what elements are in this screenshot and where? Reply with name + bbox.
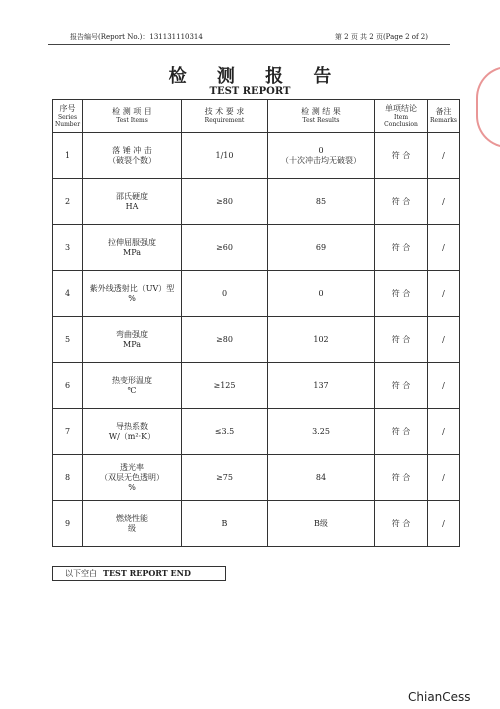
cell-conclusion: 符 合 (375, 409, 428, 455)
cell-conclusion: 符 合 (375, 455, 428, 501)
cell-remark: / (428, 317, 460, 363)
table-row (53, 271, 460, 317)
cell-no: 4 (53, 271, 83, 317)
page-header (48, 30, 450, 45)
table-row (53, 133, 460, 179)
cell-no: 3 (53, 225, 83, 271)
cell-remark: / (428, 271, 460, 317)
test-results-table (52, 99, 460, 547)
cell-remark: / (428, 409, 460, 455)
cell-conclusion: 符 合 (375, 363, 428, 409)
cell-item: 落 锤 冲 击 （破裂个数） (83, 133, 182, 179)
cell-requirement: 1/10 (182, 133, 268, 179)
blank-below-label: 以下空白 (65, 569, 97, 578)
cell-result: 0 (268, 271, 375, 317)
cell-no: 6 (53, 363, 83, 409)
table-row (53, 179, 460, 225)
cell-requirement: ≥125 (182, 363, 268, 409)
cell-conclusion: 符 合 (375, 133, 428, 179)
cell-requirement: ≥80 (182, 179, 268, 225)
cell-result: B级 (268, 501, 375, 547)
page-number: 第 2 页 共 2 页(Page 2 of 2) (334, 33, 428, 41)
cell-result: 0 （十次冲击均无破裂） (268, 133, 375, 179)
cell-remark: / (428, 455, 460, 501)
table-row (53, 455, 460, 501)
cell-conclusion: 符 合 (375, 317, 428, 363)
cell-no: 1 (53, 133, 83, 179)
cell-result: 137 (268, 363, 375, 409)
cell-no: 9 (53, 501, 83, 547)
cell-requirement: ≥60 (182, 225, 268, 271)
cell-remark: / (428, 363, 460, 409)
cell-requirement: ≥80 (182, 317, 268, 363)
header-series: 序号 Series Number (53, 100, 83, 133)
cell-remark: / (428, 179, 460, 225)
cell-result: 102 (268, 317, 375, 363)
header-requirement: 技 术 要 求 Requirement (182, 100, 268, 133)
cell-item: 透光率 （双层无色透明） % (83, 455, 182, 501)
table-row (53, 317, 460, 363)
cell-item: 导热系数 W/（m²·K） (83, 409, 182, 455)
cell-conclusion: 符 合 (375, 501, 428, 547)
cell-item: 邵氏硬度 HA (83, 179, 182, 225)
cell-no: 8 (53, 455, 83, 501)
cell-requirement: 0 (182, 271, 268, 317)
report-end-box (52, 566, 226, 581)
cell-result: 3.25 (268, 409, 375, 455)
cell-requirement: ≥75 (182, 455, 268, 501)
table-row (53, 363, 460, 409)
cell-item: 弯曲强度 MPa (83, 317, 182, 363)
cell-no: 2 (53, 179, 83, 225)
header-test-items: 检 测 项 目 Test Items (83, 100, 182, 133)
cell-remark: / (428, 501, 460, 547)
cell-conclusion: 符 合 (375, 179, 428, 225)
cell-no: 5 (53, 317, 83, 363)
cell-result: 84 (268, 455, 375, 501)
cell-conclusion: 符 合 (375, 225, 428, 271)
cell-conclusion: 符 合 (375, 271, 428, 317)
table-row (53, 501, 460, 547)
cell-item: 拉伸屈服强度 MPa (83, 225, 182, 271)
cell-remark: / (428, 133, 460, 179)
cell-result: 69 (268, 225, 375, 271)
cell-item: 热变形温度 ℃ (83, 363, 182, 409)
title-chinese: 检 测 报 告 (168, 66, 344, 87)
report-end-label: TEST REPORT END (103, 568, 191, 578)
header-test-results: 检 测 结 果 Test Results (268, 100, 375, 133)
table-row (53, 225, 460, 271)
cell-result: 85 (268, 179, 375, 225)
table-header-row (53, 100, 460, 133)
header-item-conclusion: 单项结论 Item Conclusion (375, 100, 428, 133)
cell-item: 燃烧性能 级 (83, 501, 182, 547)
cell-no: 7 (53, 409, 83, 455)
table-row (53, 409, 460, 455)
header-remarks: 备注 Remarks (428, 100, 460, 133)
cell-requirement: B (182, 501, 268, 547)
cell-remark: / (428, 225, 460, 271)
report-number: 报告编号(Report No.)：131131110314 (70, 33, 203, 41)
watermark-text: ChianCess (408, 690, 471, 704)
title-english: TEST REPORT (209, 86, 291, 97)
cell-requirement: ≤3.5 (182, 409, 268, 455)
cell-item: 紫外线透射比（UV）型 % (83, 271, 182, 317)
